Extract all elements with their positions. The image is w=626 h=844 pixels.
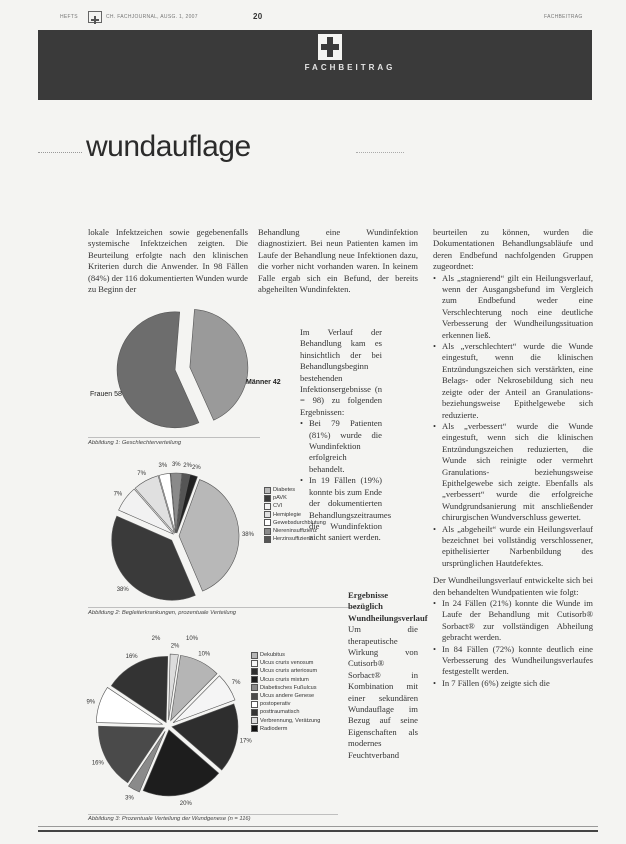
page-number: 20 bbox=[253, 12, 263, 21]
legend2-label: Diabetes bbox=[273, 487, 296, 493]
legend3-item bbox=[251, 676, 320, 684]
legend3-swatch bbox=[251, 676, 258, 683]
genesis-slice-label-2: 17% bbox=[239, 738, 252, 745]
legend3-label: postoperativ bbox=[260, 701, 291, 708]
col2-subhead: Ergebnisse bezüglich Wundheilungsverlauf bbox=[348, 590, 428, 623]
legend3-label: posttraumatisch bbox=[260, 709, 300, 716]
legend2-swatch bbox=[264, 519, 271, 526]
col2-bullet-2: • In 19 Fällen (19%) konnte bis zum Ende der dokumentierten Behandlungszeitraumes die Wundinfektion nicht saniert werden. bbox=[309, 475, 382, 543]
legend3-item bbox=[251, 700, 320, 708]
figure-3-legend bbox=[251, 651, 320, 733]
title-rule-left bbox=[38, 152, 82, 153]
comorbidity-slice-label-0: 38% bbox=[241, 532, 254, 539]
legend3-item bbox=[251, 684, 320, 692]
col3-paragraph-2: Der Wundheilungsverlauf entwickelte sich bei den behandelten Wundpatienten wie folgt: bbox=[433, 575, 593, 597]
col2-narrow bbox=[300, 327, 392, 544]
genesis-slice-label-6: 9% bbox=[86, 699, 96, 706]
legend2-swatch bbox=[264, 495, 271, 502]
header-right-text: FACHBEITRAG bbox=[544, 14, 583, 20]
legend3-swatch bbox=[251, 652, 258, 659]
band-label: FACHBEITRAG bbox=[304, 63, 396, 72]
legend3-item bbox=[251, 708, 320, 716]
legend2-swatch bbox=[264, 528, 271, 535]
legend2-swatch bbox=[264, 536, 271, 543]
legend3-item bbox=[251, 651, 320, 659]
comorbidity-slice-label-2: 7% bbox=[113, 491, 123, 498]
col3-bullet-7: • In 7 Fällen (6%) zeigte sich die bbox=[442, 678, 593, 689]
legend3-swatch bbox=[251, 709, 258, 716]
figure-3-caption: Abbildung 3: Prozentuale Verteilung der Wundgenese (n = 116) bbox=[88, 816, 251, 822]
col2-top-paragraph: Behandlung eine Wundinfektion diagnostiziert. Bei neun Patienten kamen im Laufe der Behandlung neue Infektionen dazu, die vorher nicht vorhanden waren. In keinem Falle ergab sich ein Befund, der bereits abgeheilten Wundinfekten. bbox=[258, 227, 418, 295]
col1-text bbox=[88, 227, 248, 295]
genesis-slice-label-5: 16% bbox=[91, 760, 104, 767]
comorbidity-slice-label-5: 3% bbox=[171, 462, 181, 469]
col2-bullets bbox=[300, 418, 392, 543]
figure-1-caption: Abbildung 1: Geschlechterverteilung bbox=[88, 440, 182, 446]
legend3-swatch bbox=[251, 660, 258, 667]
figure-3-rule bbox=[88, 814, 338, 815]
legend3-label: Ulcus cruris mixtum bbox=[260, 676, 309, 683]
legend3-label: Ulcus andere Genese bbox=[260, 693, 315, 700]
gender-label-maenner: Männer 42 bbox=[246, 379, 281, 386]
col2-paragraph-2: Im Verlauf der Behandlung kam es hinsichtlich der bei Behandlungsbeginn bestehenden Infektionsergebnisse (n = 98) zu folgenden Ergebnissen: bbox=[300, 327, 382, 417]
legend3-label: Dekubitus bbox=[260, 652, 285, 658]
header-left-text: HEFTS bbox=[60, 14, 78, 20]
comorbidity-slice-label-1: 38% bbox=[116, 586, 129, 593]
genesis-slice-label-0: 10% bbox=[198, 651, 211, 658]
col3-bullet-4: • Als „abgeheilt“ wurde ein Heilungsverlauf bezeichnet bei vollständig verschlossener, epithelisierter Narbenbildung des ursprünglichen Hautdefektes. bbox=[442, 524, 593, 570]
pie-chart-wound-genesis bbox=[86, 628, 252, 812]
legend3-item bbox=[251, 725, 320, 733]
gender-slice-1 bbox=[190, 309, 248, 420]
figure-2-rule bbox=[88, 607, 358, 608]
legend3-label: Ulcus cruris venosum bbox=[260, 660, 314, 667]
article-title: wundauflage bbox=[86, 130, 251, 163]
comorbidity-slice-label-7: 2% bbox=[192, 464, 201, 471]
gender-label-frauen: Frauen 58 bbox=[90, 391, 122, 398]
col3-bullet-1: • Als „stagnierend“ gilt ein Heilungsverlauf, wenn der Ausgangsbefund im Vergleich zum Endbefund weder eine Verschlechterung noch eine deutliche Verbesserung der Wundheilungssituation erkennen ließ. bbox=[442, 273, 593, 341]
col2-bullet-1: • Bei 79 Patienten (81%) wurde die Wundinfektion erfolgreich behandelt. bbox=[309, 418, 382, 475]
figure-1-rule bbox=[88, 437, 260, 438]
col1-paragraph: lokale Infektzeichen sowie gegebenenfalls systemische Infektzeichen zeigten. Die Beurteilung erfolgte nach den klinischen Kriterien durch die Anwender. In 98 Fällen (84%) der 116 dokumentierten Wunden wurde zu Beginn der bbox=[88, 227, 248, 295]
legend2-label: CVI bbox=[273, 503, 283, 510]
col3-bullet-3: • Als „verbessert“ wurde die Wunde eingestuft, wenn sich die klinischen Entzündungszeichen reduzierten, die Wunde sich reinigte oder vermehrt Granulations- beziehungsweise Epithelgewebe sich zeigte. Ebenfalls als „verbessert“ wurde die erfolgreiche Wundgrundsanierung mit anschließender chirurgischen Wundverschluss gewertet. bbox=[442, 421, 593, 524]
col3-bullet-5: • In 24 Fällen (21%) konnte die Wunde im Laufe der Behandlung mit Cutisorb® Sorbact® zur vollständigen Abheilung gebracht werden. bbox=[442, 598, 593, 644]
col2-bottom bbox=[348, 590, 428, 761]
comorbidity-slice-label-6: 2% bbox=[183, 462, 192, 469]
legend3-swatch bbox=[251, 725, 258, 732]
legend3-label: Ulcus cruris arteriosum bbox=[260, 668, 318, 675]
legend3-swatch bbox=[251, 684, 258, 691]
legend3-item bbox=[251, 667, 320, 675]
figure-3 bbox=[86, 628, 252, 812]
genesis-slice-label-4: 3% bbox=[125, 795, 134, 802]
legend2-label: Hemiplegie bbox=[273, 511, 301, 518]
genesis-slice-label-3: 20% bbox=[179, 800, 192, 807]
footer-rule bbox=[38, 830, 598, 832]
legend2-label: Gewebsdurchblutung bbox=[273, 519, 326, 526]
col2-top bbox=[258, 227, 418, 295]
legend3-label: Verbrennung, Verätzung bbox=[260, 717, 321, 724]
genesis-slice-label-7: 16% bbox=[125, 653, 138, 660]
cross-logo-icon bbox=[88, 11, 102, 23]
figure-2 bbox=[88, 454, 260, 604]
band-cross-icon bbox=[318, 34, 342, 60]
genesis-slice-label-1: 7% bbox=[231, 680, 241, 687]
footer-rule-thin bbox=[38, 826, 598, 827]
legend3-item bbox=[251, 692, 320, 700]
legend2-label: Niereninsuffizienz bbox=[273, 528, 318, 535]
col3-intro: beurteilen zu können, wurden die Dokumentationen Behandlungsabläufe und deren Endbefund nachfolgenden Gruppen zugeordnet: bbox=[433, 227, 593, 272]
legend2-swatch bbox=[264, 503, 271, 510]
genesis-extra-label-1: 10% bbox=[185, 636, 199, 642]
legend3-item bbox=[251, 717, 320, 725]
pie-chart-gender bbox=[88, 302, 281, 436]
legend3-label: Diabetisches Fußulcus bbox=[260, 684, 317, 691]
col3-text bbox=[433, 227, 593, 689]
title-rule-right bbox=[356, 152, 404, 153]
pie-chart-comorbidities bbox=[88, 454, 260, 604]
legend2-label: pAVK bbox=[273, 495, 287, 502]
legend3-item bbox=[251, 659, 320, 667]
figure-2-caption: Abbildung 2: Begleiterkrankungen, prozentuale Verteilung bbox=[88, 610, 237, 616]
legend3-label: Radioderm bbox=[260, 725, 288, 732]
comorbidity-slice-label-3: 7% bbox=[137, 470, 146, 477]
legend3-swatch bbox=[251, 693, 258, 700]
gender-slice-0 bbox=[117, 312, 199, 428]
col2-paragraph-3: Um die therapeutische Wirkung von Cutisorb® Sorbact® in Kombination mit einer sekundären Wundauflage im Bezug auf seine Eigenschaften als modernes Feuchtverband bbox=[348, 624, 418, 760]
legend3-swatch bbox=[251, 717, 258, 724]
col3-bullets bbox=[433, 273, 593, 570]
legend2-label: Herzinsuffizienz bbox=[273, 536, 313, 543]
genesis-extra-label-0: 2% bbox=[151, 636, 161, 642]
legend3-swatch bbox=[251, 668, 258, 675]
col3-bullets-2 bbox=[433, 598, 593, 689]
legend3-swatch bbox=[251, 701, 258, 708]
legend2-swatch bbox=[264, 511, 271, 518]
header-journal: CH. FACHJOURNAL, AUSG. 1, 2007 bbox=[106, 14, 198, 20]
col3-bullet-2: • Als „verschlechtert“ wurde die Wunde eingestuft, wenn die klinischen Entzündungszeichen sich verstärkten, eine Belags- oder Nekrosebildung sich neu zeigte oder der Anteil an Granulations- beziehungsweise Epithelgewebe sich reduzierte. bbox=[442, 341, 593, 421]
genesis-slice-label-8: 2% bbox=[170, 643, 180, 650]
col3-bullet-6: • In 84 Fällen (72%) konnte deutlich eine Verbesserung des Wundheilungsverlaufes festgestellt werden. bbox=[442, 644, 593, 678]
legend2-swatch bbox=[264, 487, 271, 494]
comorbidity-slice-label-4: 3% bbox=[158, 463, 168, 470]
figure-1 bbox=[88, 302, 281, 436]
